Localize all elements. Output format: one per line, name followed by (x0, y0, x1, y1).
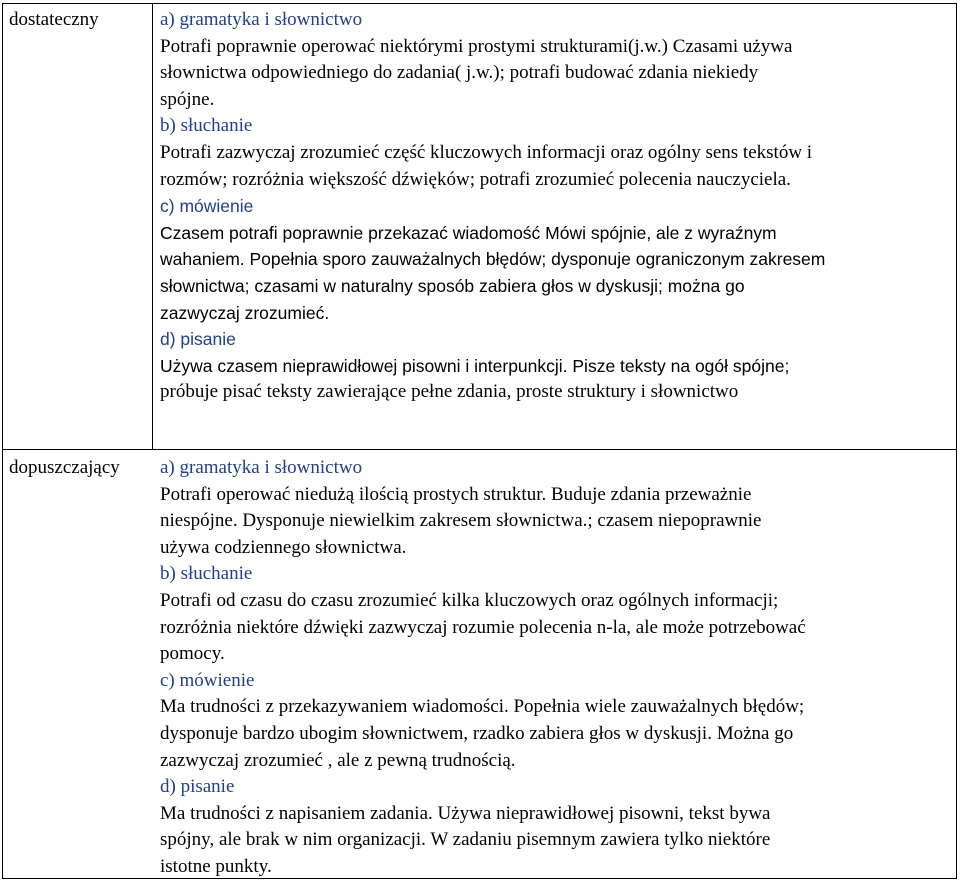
description-line: wahaniem. Popełnia sporo zauważalnych błędów; dysponuje ograniczonym zakresem (160, 249, 826, 270)
section-heading: d) pisanie (160, 329, 236, 350)
description-line: używa codziennego słownictwa. (160, 536, 407, 558)
description-line: Potrafi od czasu do czasu zrozumieć kilka kluczowych oraz ogólnych informacji; (160, 589, 779, 611)
section-heading: b) słuchanie (160, 115, 253, 137)
description-line: istotne punkty. (160, 855, 272, 877)
description-line: Ma trudności z przekazywaniem wiadomości. Popełnia wiele zauważalnych błędów; (160, 696, 805, 718)
description-line: Czasem potrafi poprawnie przekazać wiadomość Mówi spójnie, ale z wyraźnym (160, 222, 777, 243)
description-line: Potrafi poprawnie operować niektórymi prostymi strukturami(j.w.) Czasami używa (160, 35, 793, 57)
description-line: próbuje pisać teksty zawierające pełne zdania, proste struktury i słownictwo (160, 381, 739, 403)
description-line: słownictwa odpowiedniego do zadania( j.w.); potrafi budować zdania niekiedy (160, 62, 759, 84)
section-heading: b) słuchanie (160, 563, 253, 585)
description-line: niespójne. Dysponuje niewielkim zakresem słownictwa.; czasem niepoprawnie (160, 510, 762, 532)
table-border-left (2, 3, 3, 879)
grade-cell (9, 455, 120, 481)
section-heading: a) gramatyka i słownictwo (160, 9, 363, 30)
table-border-right (956, 3, 957, 879)
section-heading: c) mówienie (160, 669, 255, 691)
description-line: pomocy. (160, 643, 225, 665)
grade-cell (9, 7, 99, 33)
description-line: Ma trudności z napisaniem zadania. Używa nieprawidłowej pisowni, tekst bywa (160, 802, 771, 824)
table-row-divider (2, 449, 957, 450)
description-line: słownictwa; czasami w naturalny sposób zabiera głos w dyskusji; można go (160, 275, 745, 296)
grade-label: dopuszczający (9, 457, 120, 478)
description-line: rozmów; rozróżnia większość dźwięków; potrafi zrozumieć polecenia nauczyciela. (160, 168, 791, 190)
description-line: zazwyczaj zrozumieć , ale z pewną trudnością. (160, 749, 516, 771)
section-heading: d) pisanie (160, 776, 235, 798)
description-line: spójny, ale brak w nim organizacji. W zadaniu pisemnym zawiera tylko niektóre (160, 829, 771, 851)
description-line: Potrafi zazwyczaj zrozumieć część kluczowych informacji oraz ogólny sens tekstów i (160, 141, 813, 163)
description-cell (160, 455, 955, 881)
description-line: Potrafi operować niedużą ilością prostych struktur. Buduje zdania przeważnie (160, 483, 752, 505)
description-cell (160, 7, 955, 406)
description-line: Używa czasem nieprawidłowej pisowni i interpunkcji. Pisze teksty na ogół spójne; (160, 355, 790, 376)
description-line: dysponuje bardzo ubogim słownictwem, rzadko zabiera głos w dyskusji. Można go (160, 722, 794, 744)
section-heading: a) gramatyka i słownictwo (160, 457, 363, 478)
description-line: rozróżnia niektóre dźwięki zazwyczaj rozumie polecenia n-la, ale może potrzebować (160, 616, 806, 638)
description-line: spójne. (160, 88, 215, 110)
table-border-top (2, 3, 957, 4)
grade-label: dostateczny (9, 9, 99, 30)
section-heading: c) mówienie (160, 196, 254, 217)
description-line: zazwyczaj zrozumieć. (160, 302, 330, 323)
table-column-divider (152, 3, 153, 450)
